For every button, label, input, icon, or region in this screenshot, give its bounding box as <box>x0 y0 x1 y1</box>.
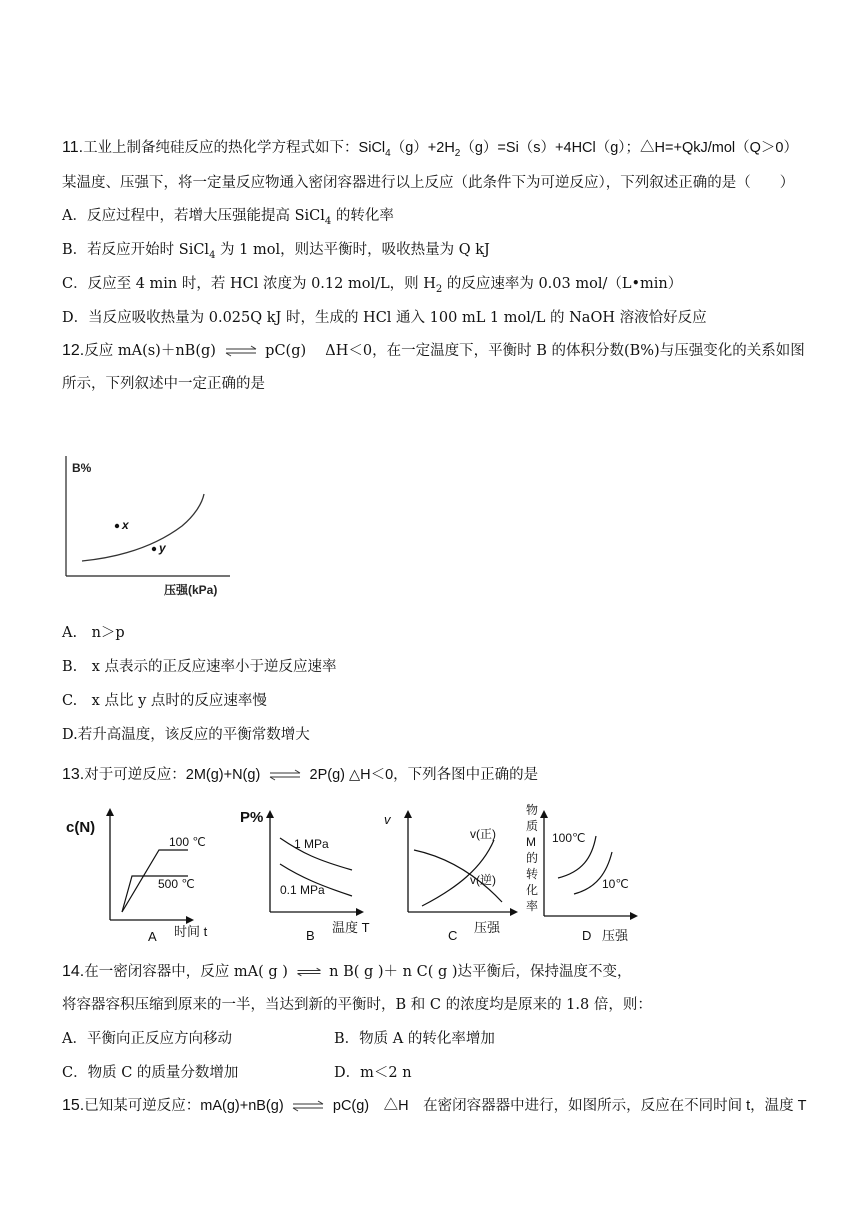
q12-line1: 12.反应 mA(s)＋nB(g) pC(g) ΔH＜0，在一定温度下，平衡时 B 的体积分数(B%)与压强变化的关系如图 <box>62 342 805 359</box>
q13c-letter: C <box>448 928 458 943</box>
q13-figure-a <box>66 808 208 944</box>
q12-point-x-label: x <box>122 518 129 532</box>
equilibrium-arrow-icon <box>291 1100 325 1112</box>
q12-point-y-label: y <box>159 541 166 555</box>
q14-line1: 14.在一密闭容器中，反应 mA( g ) n B( g )＋ n C( g )达平衡后，保持温度不变， <box>62 963 632 980</box>
svg-text:质: 质 <box>526 819 539 833</box>
equilibrium-arrow-icon <box>296 966 322 978</box>
q11-option-a: A．反应过程中，若增大压强能提高 SiCl$_4$ 的转化率 <box>62 208 394 227</box>
q14-number: 14. <box>62 963 85 980</box>
q13-figure-b <box>240 809 370 943</box>
equilibrium-arrow-icon <box>268 769 302 781</box>
q12-line2: 所示，下列叙述中一定正确的是 <box>62 376 265 392</box>
q13c-label-forward: v(正) <box>470 827 496 841</box>
q13c-y-label: v <box>384 812 391 827</box>
svg-text:化: 化 <box>526 883 539 897</box>
svg-text:物: 物 <box>526 803 539 817</box>
q13b-label-1mpa: 1 MPa <box>294 837 329 851</box>
q11-line2: 某温度、压强下，将一定量反应物通入密闭容器进行以上反应（此条件下为可逆反应），下列叙述正确的是（ ） <box>62 175 795 191</box>
q15-number: 15. <box>62 1097 85 1114</box>
q13-figures <box>62 798 644 946</box>
q13d-label-10: 10℃ <box>602 877 629 891</box>
q13a-letter: A <box>148 929 157 944</box>
q13-number: 13. <box>62 766 85 783</box>
q15-line1: 15.已知某可逆反应：mA(g)+nB(g) pC(g) △H 在密闭容器器中进行，如图所示，反应在不同时间 t，温度 T <box>62 1097 807 1114</box>
equilibrium-arrow-icon <box>224 345 258 357</box>
q13b-y-label: P% <box>240 809 264 826</box>
q13d-x-label: 压强 <box>602 928 629 943</box>
q11-text: 工业上制备纯硅反应的热化学方程式如下：$SiCl_4(g)+2H_2(g)=Si(s)+4HCl(g)$；△H=+QkJ/mol（Q＞0） <box>83 140 798 159</box>
q11-option-d: D．当反应吸收热量为 0.025Q kJ 时，生成的 HCl 通入 100 mL 1 mol/L 的 NaOH 溶液恰好反应 <box>62 310 707 326</box>
q12-option-d: D.若升高温度，该反应的平衡常数增大 <box>62 727 310 743</box>
q13a-y-label: c(N) <box>66 819 96 836</box>
q12-option-b: B. x 点表示的正反应速率小于逆反应速率 <box>62 659 337 675</box>
q13d-y-label <box>526 802 538 913</box>
q12-number: 12. <box>62 342 85 359</box>
q13c-x-label: 压强 <box>474 920 501 935</box>
q13d-letter: D <box>582 928 592 943</box>
svg-text:转: 转 <box>526 867 539 881</box>
q12-x-label: 压强(kPa) <box>164 583 218 597</box>
q13a-label-500: 500 ℃ <box>158 877 195 891</box>
q12-graph <box>62 446 242 602</box>
q13c-label-reverse: v(逆) <box>470 873 496 887</box>
q14-option-a: A．平衡向正反应方向移动 <box>62 1031 232 1047</box>
q13a-x-label: 时间 t <box>174 924 208 939</box>
q11-number: 11. <box>62 139 84 156</box>
q11-line1 <box>62 138 798 164</box>
q13-figure-c <box>384 810 518 943</box>
svg-text:M: M <box>526 835 536 849</box>
q12-curve <box>82 494 204 561</box>
q14-line2: 将容器容积压缩到原来的一半，当达到新的平衡时，B 和 C 的浓度均是原来的 1.8 倍，则： <box>62 997 652 1013</box>
q13d-label-100: 100℃ <box>552 831 586 845</box>
q13b-x-label: 温度 T <box>332 920 370 935</box>
svg-text:的: 的 <box>526 851 539 865</box>
q12-point-x <box>115 524 119 528</box>
q13-figure-d <box>526 802 638 943</box>
q14-option-d: D．m＜2 n <box>334 1065 412 1081</box>
q13a-label-100: 100 ℃ <box>169 835 206 849</box>
q13b-letter: B <box>306 928 315 943</box>
q12-option-c: C. x 点比 y 点时的反应速率慢 <box>62 693 267 709</box>
q14-option-b: B．物质 A 的转化率增加 <box>334 1031 495 1047</box>
q13-line1: 13.对于可逆反应：2M(g)+N(g) 2P(g) △H＜0，下列各图中正确的是 <box>62 766 539 783</box>
q12-point-y <box>152 547 156 551</box>
svg-text:率: 率 <box>526 899 539 913</box>
q11-option-b: B．若反应开始时 SiCl$_4$ 为 1 mol，则达平衡时，吸收热量为 Q kJ <box>62 242 490 261</box>
q13b-label-01mpa: 0.1 MPa <box>280 883 325 897</box>
q14-option-c: C．物质 C 的质量分数增加 <box>62 1065 239 1081</box>
q12-y-label: B% <box>72 461 92 475</box>
q11-option-c: C．反应至 4 min 时，若 HCl 浓度为 0.12 mol/L，则 $H_2$ 的反应速率为 0.03 mol/（L•min） <box>62 276 683 295</box>
q12-option-a: A. n＞p <box>62 625 125 641</box>
